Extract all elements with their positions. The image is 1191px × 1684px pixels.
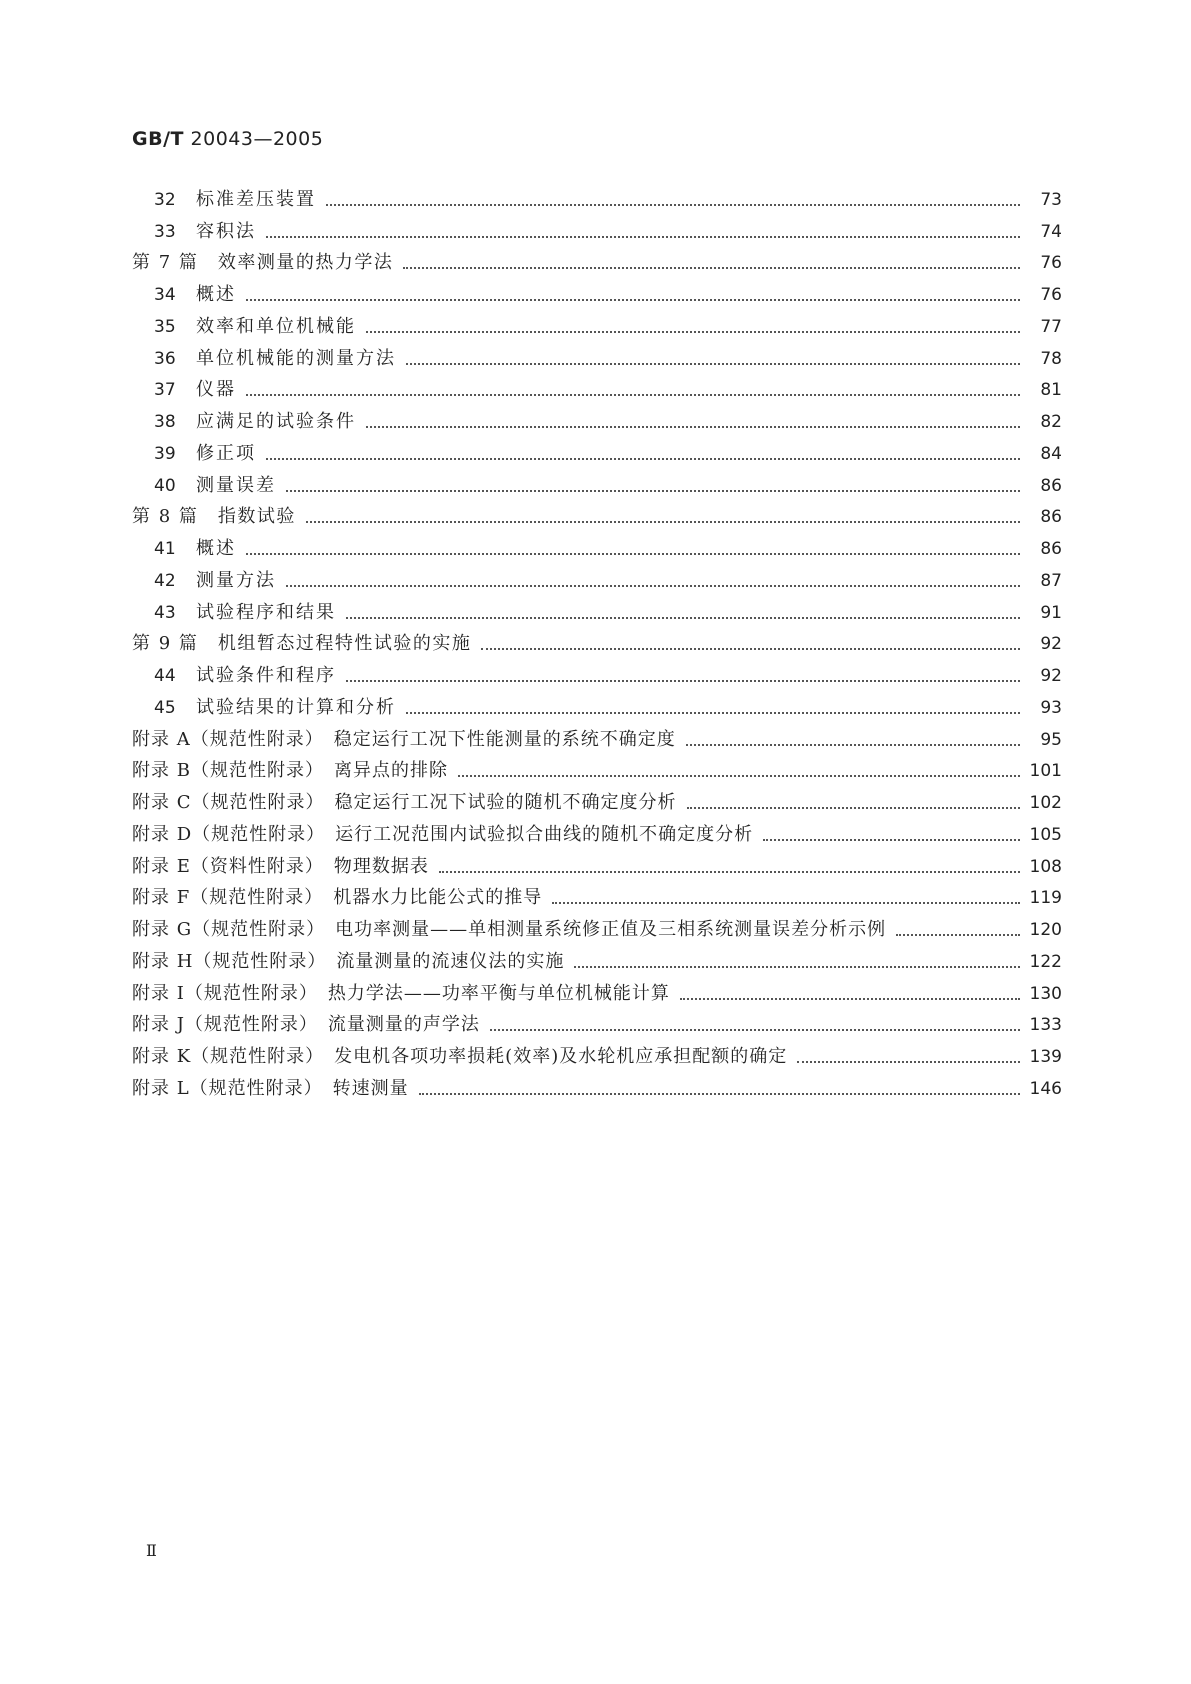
toc-entry-page: 93 xyxy=(1040,697,1062,718)
toc-entry-page: 108 xyxy=(1029,856,1062,877)
toc-entry-page: 105 xyxy=(1029,824,1062,845)
toc-entry-title: 附录 H（规范性附录） 流量测量的流速仪法的实施 xyxy=(132,950,565,972)
toc-entry-number: 44 xyxy=(154,666,176,686)
toc-entry[interactable] xyxy=(132,212,1062,244)
toc-entry-number: 42 xyxy=(154,570,176,591)
toc-entry-page: 133 xyxy=(1029,1015,1062,1036)
dot-leader xyxy=(763,838,1020,841)
toc-entry[interactable] xyxy=(132,1006,1062,1038)
toc-entry-title: 第 9 篇 机组暂态过程特性试验的实施 xyxy=(132,633,472,655)
toc-entry-page: 130 xyxy=(1029,983,1062,1004)
toc-entry-title: 试验程序和结果 xyxy=(196,601,336,623)
toc-entry-title: 附录 B（规范性附录） 离异点的排除 xyxy=(132,760,448,782)
toc-entry-page: 95 xyxy=(1040,729,1062,750)
toc-entry-number: 36 xyxy=(154,348,176,369)
toc-entry-title: 附录 F（规范性附录） 机器水力比能公式的推导 xyxy=(132,887,543,909)
toc-entry[interactable] xyxy=(132,593,1062,625)
toc-entry-title: 附录 E（资料性附录） 物理数据表 xyxy=(132,855,429,877)
toc-entry[interactable] xyxy=(132,180,1062,212)
document-header xyxy=(132,128,323,150)
toc-entry-number: 37 xyxy=(154,380,176,401)
toc-entry-title: 标准差压装置 xyxy=(196,188,316,210)
toc-entry-page: 92 xyxy=(1040,666,1062,686)
toc-entry-number: 34 xyxy=(154,285,176,305)
toc-entry[interactable] xyxy=(132,752,1062,784)
toc-entry-number: 43 xyxy=(154,602,176,623)
toc-entry-title: 附录 I（规范性附录） 热力学法——功率平衡与单位机械能计算 xyxy=(132,982,670,1004)
toc-entry-title: 附录 G（规范性附录） 电功率测量——单相测量系统修正值及三相系统测量误差分析示例 xyxy=(132,919,887,940)
toc-entry-page: 91 xyxy=(1040,602,1062,623)
toc-entry-title: 测量方法 xyxy=(196,569,276,591)
toc-entry-title: 概述 xyxy=(196,538,236,559)
toc-entry-page: 146 xyxy=(1029,1078,1062,1099)
page-number: Ⅱ xyxy=(146,1541,157,1560)
toc-entry[interactable] xyxy=(132,688,1062,720)
toc-entry[interactable] xyxy=(132,244,1062,276)
dot-leader xyxy=(797,1060,1020,1063)
dot-leader xyxy=(266,457,1020,460)
toc-entry-page: 87 xyxy=(1040,570,1062,591)
toc-entry-number: 38 xyxy=(154,412,176,432)
toc-entry-page: 73 xyxy=(1040,189,1062,210)
dot-leader xyxy=(366,330,1020,333)
table-of-contents xyxy=(132,180,1062,1101)
toc-entry-title: 附录 J（规范性附录） 流量测量的声学法 xyxy=(132,1014,480,1036)
toc-entry-title: 附录 L（规范性附录） 转速测量 xyxy=(132,1077,409,1099)
toc-entry-page: 81 xyxy=(1040,380,1062,401)
toc-entry-page: 76 xyxy=(1040,253,1062,274)
dot-leader xyxy=(286,489,1020,492)
toc-entry[interactable] xyxy=(132,339,1062,371)
dot-leader xyxy=(403,266,1020,269)
toc-entry[interactable] xyxy=(132,498,1062,530)
toc-entry-page: 119 xyxy=(1029,888,1062,909)
toc-entry[interactable] xyxy=(132,307,1062,339)
dot-leader xyxy=(246,298,1020,301)
toc-entry-page: 86 xyxy=(1040,507,1062,528)
dot-leader xyxy=(680,997,1020,1000)
toc-entry-title: 附录 K（规范性附录） 发电机各项功率损耗(效率)及水轮机应承担配额的确定 xyxy=(132,1046,788,1067)
dot-leader xyxy=(286,584,1020,587)
toc-entry-title: 附录 C（规范性附录） 稳定运行工况下试验的随机不确定度分析 xyxy=(132,792,677,813)
dot-leader xyxy=(406,711,1020,714)
toc-entry-number: 39 xyxy=(154,443,176,464)
dot-leader xyxy=(552,901,1020,904)
toc-entry[interactable] xyxy=(132,910,1062,942)
toc-entry[interactable] xyxy=(132,656,1062,688)
toc-entry-page: 101 xyxy=(1029,761,1062,782)
dot-leader xyxy=(419,1092,1020,1095)
standard-code: GB/T xyxy=(132,128,184,150)
toc-entry[interactable] xyxy=(132,1069,1062,1101)
dot-leader xyxy=(896,933,1020,936)
toc-entry-page: 74 xyxy=(1040,221,1062,242)
toc-entry-page: 102 xyxy=(1029,793,1062,813)
toc-entry-page: 92 xyxy=(1040,634,1062,655)
dot-leader xyxy=(458,774,1020,777)
toc-entry-number: 33 xyxy=(154,221,176,242)
dot-leader xyxy=(246,393,1020,396)
toc-entry-page: 86 xyxy=(1040,539,1062,559)
toc-entry[interactable] xyxy=(132,561,1062,593)
toc-entry-page: 120 xyxy=(1029,920,1062,940)
dot-leader xyxy=(266,235,1020,238)
toc-entry-title: 容积法 xyxy=(196,220,256,242)
toc-entry[interactable] xyxy=(132,402,1062,434)
toc-entry-title: 试验条件和程序 xyxy=(196,665,336,686)
toc-entry[interactable] xyxy=(132,371,1062,403)
toc-entry-title: 第 7 篇 效率测量的热力学法 xyxy=(132,252,394,274)
toc-entry-number: 45 xyxy=(154,697,176,718)
toc-entry-title: 附录 D（规范性附录） 运行工况范围内试验拟合曲线的随机不确定度分析 xyxy=(132,823,754,845)
toc-entry[interactable] xyxy=(132,815,1062,847)
dot-leader xyxy=(687,806,1021,809)
dot-leader xyxy=(574,965,1020,968)
toc-entry-title: 附录 A（规范性附录） 稳定运行工况下性能测量的系统不确定度 xyxy=(132,728,676,750)
toc-entry-number: 35 xyxy=(154,316,176,337)
dot-leader xyxy=(490,1028,1020,1031)
toc-entry[interactable] xyxy=(132,275,1062,307)
toc-entry-title: 试验结果的计算和分析 xyxy=(196,696,396,718)
toc-entry[interactable] xyxy=(132,974,1062,1006)
toc-entry-page: 84 xyxy=(1040,443,1062,464)
toc-entry-page: 82 xyxy=(1040,412,1062,432)
toc-entry[interactable] xyxy=(132,720,1062,752)
dot-leader xyxy=(366,425,1020,428)
toc-entry-title: 第 8 篇 指数试验 xyxy=(132,506,296,528)
toc-entry-page: 77 xyxy=(1040,316,1062,337)
toc-entry-title: 应满足的试验条件 xyxy=(196,411,356,432)
dot-leader xyxy=(346,616,1020,619)
toc-entry[interactable] xyxy=(132,529,1062,561)
toc-entry[interactable] xyxy=(132,625,1062,657)
toc-entry-page: 122 xyxy=(1029,951,1062,972)
toc-entry-page: 86 xyxy=(1040,475,1062,496)
toc-entry[interactable] xyxy=(132,847,1062,879)
toc-entry-title: 测量误差 xyxy=(196,474,276,496)
dot-leader xyxy=(406,362,1020,365)
toc-entry[interactable] xyxy=(132,783,1062,815)
dot-leader xyxy=(306,520,1020,523)
dot-leader xyxy=(686,743,1020,746)
dot-leader xyxy=(326,203,1020,206)
toc-entry-page: 139 xyxy=(1029,1047,1062,1067)
toc-entry-number: 41 xyxy=(154,539,176,559)
standard-number: 20043—2005 xyxy=(190,128,324,150)
toc-entry-title: 修正项 xyxy=(196,442,256,464)
toc-entry[interactable] xyxy=(132,879,1062,911)
toc-entry-page: 76 xyxy=(1040,285,1062,305)
toc-entry-number: 40 xyxy=(154,475,176,496)
toc-entry-title: 概述 xyxy=(196,284,236,305)
dot-leader xyxy=(439,870,1020,873)
toc-entry-title: 单位机械能的测量方法 xyxy=(196,347,396,369)
toc-entry[interactable] xyxy=(132,434,1062,466)
dot-leader xyxy=(481,647,1020,650)
toc-entry[interactable] xyxy=(132,942,1062,974)
toc-entry[interactable] xyxy=(132,466,1062,498)
dot-leader xyxy=(246,552,1020,555)
toc-entry-title: 仪器 xyxy=(196,379,236,401)
toc-entry-page: 78 xyxy=(1040,348,1062,369)
toc-entry-title: 效率和单位机械能 xyxy=(196,315,356,337)
toc-entry-number: 32 xyxy=(154,189,176,210)
dot-leader xyxy=(346,679,1020,682)
toc-entry[interactable] xyxy=(132,1037,1062,1069)
